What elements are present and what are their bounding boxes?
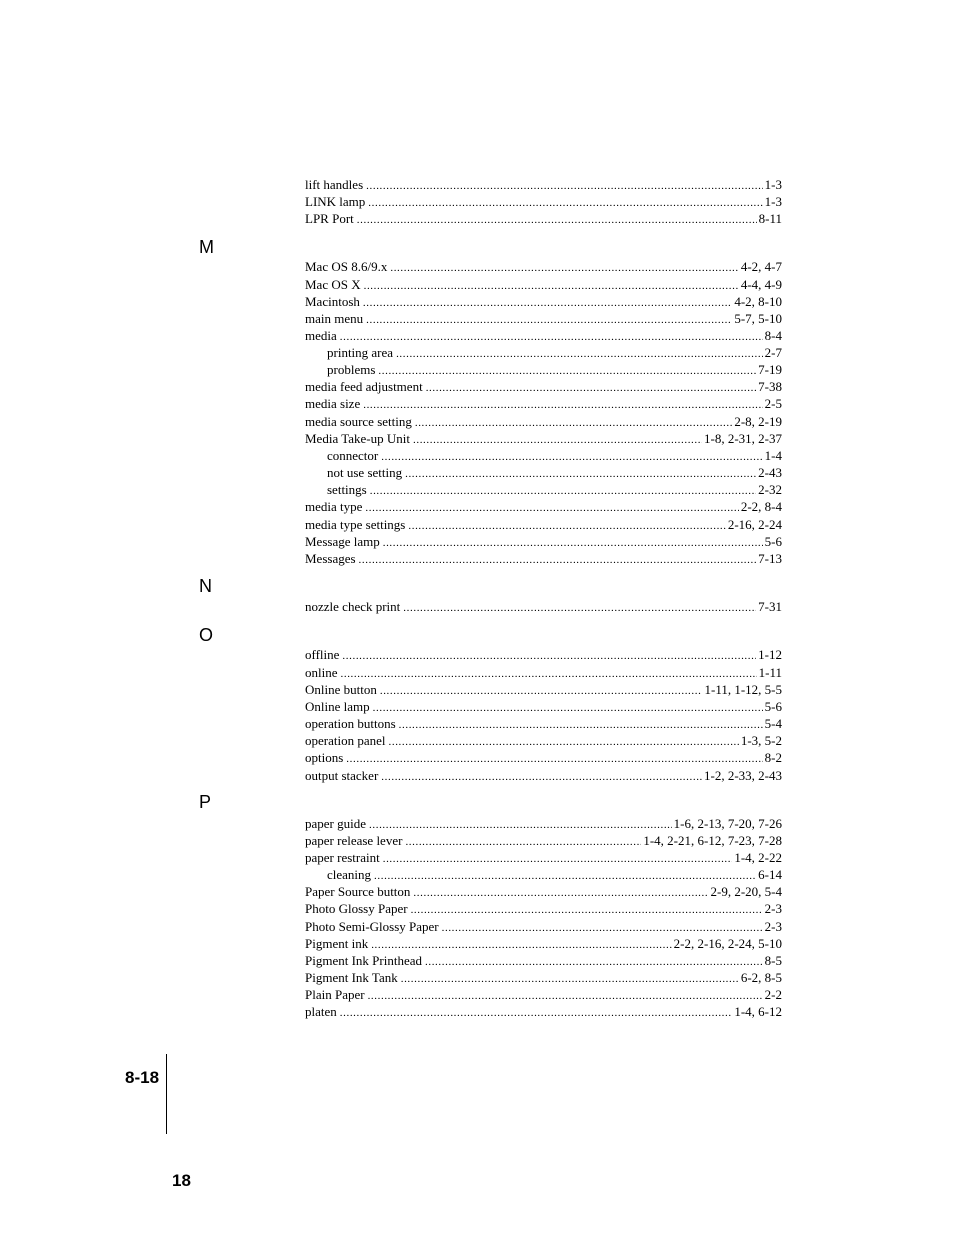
- index-entry: lift handles ..... 1-3: [305, 176, 782, 195]
- index-entry: Pigment Ink Tank ..... 6-2, 8-5: [305, 969, 782, 988]
- index-entry: platen ..... 1-4, 6-12: [305, 1003, 782, 1022]
- section-letter-o: O: [199, 625, 214, 645]
- index-entry: Pigment ink ..... 2-2, 2-16, 2-24, 5-10: [305, 935, 782, 954]
- index-entry: LINK lamp ..... 1-3: [305, 193, 782, 212]
- index-entry: operation buttons ..... 5-4: [305, 715, 782, 734]
- index-entry: media feed adjustment ..... 7-38: [305, 378, 782, 397]
- index-entry: Online lamp ..... 5-6: [305, 698, 782, 717]
- index-entry: Online button ..... 1-11, 1-12, 5-5: [305, 681, 782, 700]
- index-entry: Mac OS 8.6/9.x ..... 4-2, 4-7: [305, 258, 782, 277]
- index-entry: Message lamp ..... 5-6: [305, 533, 782, 552]
- index-entry: paper guide ..... 1-6, 2-13, 7-20, 7-26: [305, 815, 782, 834]
- footer-rule: [166, 1054, 167, 1134]
- index-entry: LPR Port ..... 8-11: [305, 210, 782, 229]
- section-letter-m: M: [199, 237, 214, 257]
- index-entry: online ..... 1-11: [305, 664, 782, 683]
- index-entry: output stacker ..... 1-2, 2-33, 2-43: [305, 767, 782, 786]
- index-subentry: problems ..... 7-19: [327, 361, 782, 380]
- index-subentry: settings ..... 2-32: [327, 481, 782, 500]
- index-entry: offline ..... 1-12: [305, 646, 782, 665]
- index-subentry: cleaning ..... 6-14: [327, 866, 782, 885]
- index-entry: media type settings ..... 2-16, 2-24: [305, 516, 782, 535]
- index-entry: media ..... 8-4: [305, 327, 782, 346]
- index-entry: Photo Semi-Glossy Paper ..... 2-3: [305, 918, 782, 937]
- index-entry: Paper Source button ..... 2-9, 2-20, 5-4: [305, 883, 782, 902]
- index-entry: media type ..... 2-2, 8-4: [305, 498, 782, 517]
- index-entry: Plain Paper ..... 2-2: [305, 986, 782, 1005]
- index-entry: media source setting ..... 2-8, 2-19: [305, 413, 782, 432]
- index-subentry: not use setting ..... 2-43: [327, 464, 782, 483]
- index-entry: main menu ..... 5-7, 5-10: [305, 310, 782, 329]
- index-entry: Macintosh ..... 4-2, 8-10: [305, 293, 782, 312]
- section-letter-n: N: [199, 576, 212, 596]
- page-number: 18: [172, 1171, 191, 1190]
- index-subentry: connector ..... 1-4: [327, 447, 782, 466]
- index-entry: options ..... 8-2: [305, 749, 782, 768]
- index-entry: Pigment Ink Printhead ..... 8-5: [305, 952, 782, 971]
- index-entry: nozzle check print ..... 7-31: [305, 598, 782, 617]
- index-entry: paper restraint ..... 1-4, 2-22: [305, 849, 782, 868]
- index-entry: paper release lever ..... 1-4, 2-21, 6-12, 7-23, 7-28: [305, 832, 782, 851]
- index-entry: operation panel ..... 1-3, 5-2: [305, 732, 782, 751]
- chapter-page-number: 8-18: [125, 1068, 160, 1087]
- index-entry: Photo Glossy Paper ..... 2-3: [305, 900, 782, 919]
- index-entry: Messages ..... 7-13: [305, 550, 782, 569]
- index-entry: media size ..... 2-5: [305, 395, 782, 414]
- index-entry: Mac OS X ..... 4-4, 4-9: [305, 276, 782, 295]
- section-letter-p: P: [199, 792, 212, 812]
- index-entry: Media Take-up Unit ..... 1-8, 2-31, 2-37: [305, 430, 782, 449]
- index-subentry: printing area ..... 2-7: [327, 344, 782, 363]
